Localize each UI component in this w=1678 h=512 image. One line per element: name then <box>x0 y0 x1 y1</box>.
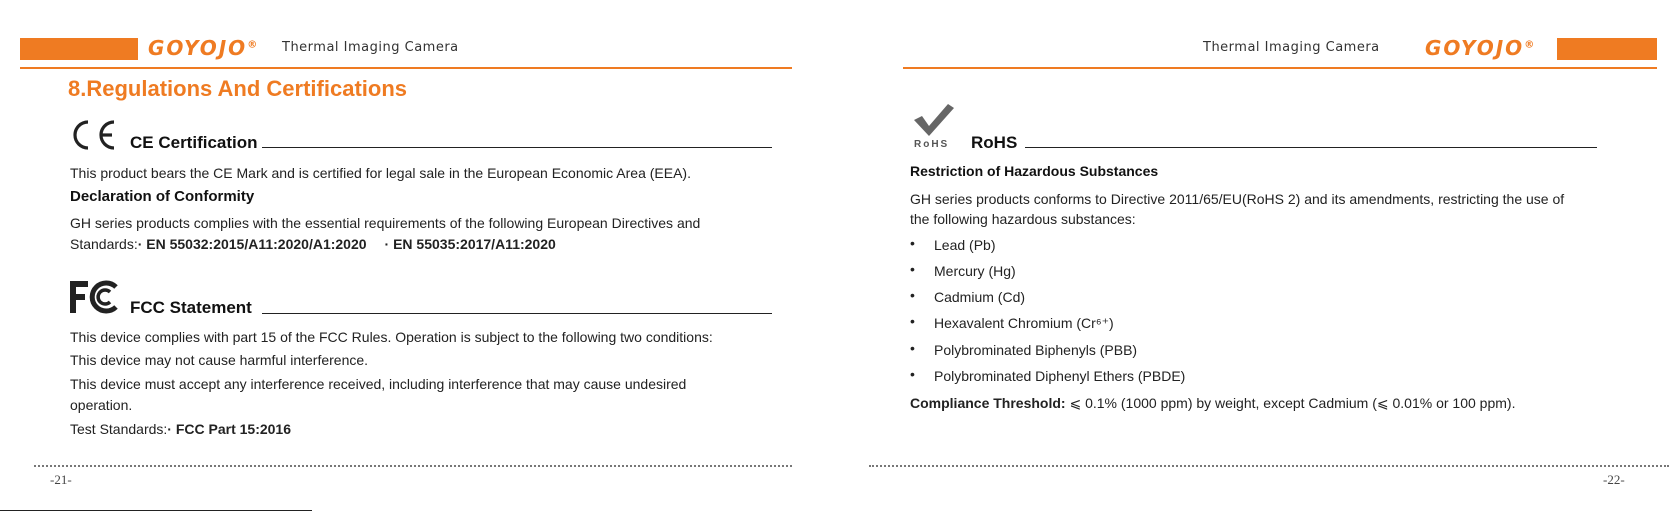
footer-edge-line <box>0 510 312 511</box>
standards-label: Standards: <box>70 236 138 252</box>
registered-mark: ® <box>1524 39 1535 51</box>
threshold-value: ⩽ 0.1% (1000 ppm) by weight, except Cadmium (⩽ 0.01% or 100 ppm). <box>1065 395 1516 411</box>
ce-heading-line <box>262 147 772 148</box>
test-standards-value: · FCC Part 15:2016 <box>167 421 291 437</box>
fcc-text-1: This device complies with part 15 of the FCC Rules. Operation is subject to the following two conditions: <box>70 329 713 345</box>
ce-mark-icon <box>68 118 120 152</box>
rohs-text-1: GH series products conforms to Directive 2011/65/EU(RoHS 2) and its amendments, restricting the use of <box>910 191 1565 207</box>
ce-text-2: GH series products complies with the essential requirements of the following European Directives and <box>70 215 701 231</box>
bullet-glyph: • <box>910 366 915 382</box>
brand-logo-left <box>148 36 257 60</box>
fcc-logo-icon <box>68 278 120 316</box>
footer-dots-right <box>869 465 1669 467</box>
rohs-check-icon <box>912 102 956 140</box>
fcc-text-3: This device must accept any interference received, including interference that may cause undesired <box>70 376 687 392</box>
header-rule-left <box>20 67 792 69</box>
standard-2: · EN 55035:2017/A11:2020 <box>384 236 556 252</box>
header-rule-right <box>903 67 1657 69</box>
bullet-glyph: • <box>910 235 915 251</box>
page-title: 8.Regulations And Certifications <box>68 76 408 101</box>
rohs-heading-line <box>1025 147 1597 148</box>
header-product-left: Thermal Imaging Camera <box>282 40 459 55</box>
header-bar-left <box>20 38 138 60</box>
compliance-threshold <box>910 393 1515 413</box>
page-number-21: -21- <box>50 472 72 487</box>
threshold-label: Compliance Threshold: <box>910 395 1066 411</box>
rohs-icon-label: RoHS <box>914 139 950 150</box>
fcc-test-standards <box>70 419 291 439</box>
fcc-text-4: operation. <box>70 397 133 413</box>
fcc-text-2: This device may not cause harmful interference. <box>70 352 369 368</box>
substance-item: Hexavalent Chromium (Cr⁶⁺) <box>934 315 1114 331</box>
ce-heading: CE Certification <box>130 133 258 152</box>
standard-1: · EN 55032:2015/A11:2020/A1:2020 <box>137 236 367 252</box>
substance-item: Polybrominated Biphenyls (PBB) <box>934 342 1138 358</box>
brand-name: GOYOJO <box>1425 36 1525 60</box>
rohs-subtitle: Restriction of Hazardous Substances <box>910 163 1159 179</box>
ce-text-1: This product bears the CE Mark and is certified for legal sale in the European Economic Area (EEA). <box>70 165 691 181</box>
fcc-heading-line <box>262 313 772 314</box>
substance-item: Mercury (Hg) <box>934 263 1016 279</box>
rohs-text-2: the following hazardous substances: <box>910 211 1136 227</box>
test-standards-label: Test Standards: <box>70 421 168 437</box>
registered-mark: ® <box>247 39 258 51</box>
fcc-heading: FCC Statement <box>130 298 252 317</box>
page-22 <box>839 0 1678 512</box>
bullet-glyph: • <box>910 287 915 303</box>
ce-standards-line <box>70 234 556 254</box>
brand-name: GOYOJO <box>148 36 248 60</box>
page-number-22: -22- <box>1603 472 1625 487</box>
bullet-glyph: • <box>910 313 915 329</box>
rohs-heading: RoHS <box>971 133 1018 152</box>
header-bar-right <box>1557 38 1657 60</box>
bullet-glyph: • <box>910 340 915 356</box>
declaration-title: Declaration of Conformity <box>70 188 255 205</box>
substance-item: Polybrominated Diphenyl Ethers (PBDE) <box>934 368 1186 384</box>
brand-logo-right <box>1425 36 1534 60</box>
substance-item: Cadmium (Cd) <box>934 289 1026 305</box>
bullet-glyph: • <box>910 261 915 277</box>
header-product-right: Thermal Imaging Camera <box>1203 40 1380 55</box>
footer-dots-left <box>34 465 792 467</box>
substance-item: Lead (Pb) <box>934 237 996 253</box>
